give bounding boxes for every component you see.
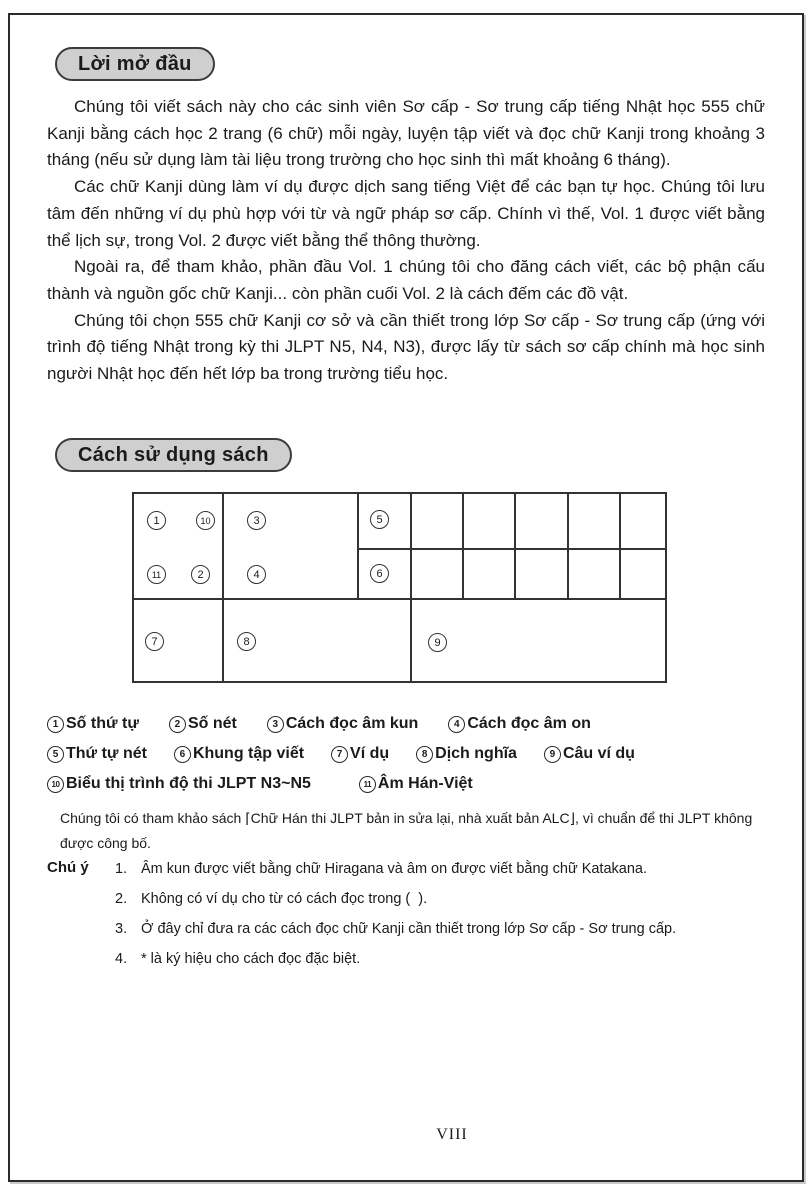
legend-row-1 bbox=[47, 709, 767, 739]
grid-line bbox=[357, 548, 665, 550]
circled-number-icon: 6 bbox=[174, 746, 191, 763]
legend-label: Thứ tự nét bbox=[66, 745, 147, 762]
legend-item bbox=[47, 775, 311, 793]
diagram-legend bbox=[47, 709, 767, 799]
circled-number-icon: 7 bbox=[331, 746, 348, 763]
grid-line bbox=[410, 494, 412, 681]
legend-label: Số thứ tự bbox=[66, 715, 139, 732]
diagram-marker-6: 6 bbox=[370, 564, 389, 583]
diagram-marker-1: 1 bbox=[147, 511, 166, 530]
legend-label: Số nét bbox=[187, 715, 237, 732]
diagram-marker-7: 7 bbox=[145, 632, 164, 651]
circled-number-icon: 1 bbox=[47, 716, 64, 733]
grid-line bbox=[357, 494, 359, 598]
circled-number-icon: 10 bbox=[47, 776, 64, 793]
grid-line bbox=[619, 494, 621, 598]
preface-paragraph-4: Chúng tôi chọn 555 chữ Kanji cơ sở và cần thiết trong lớp Sơ cấp - Sơ trung cấp (ứng với trình độ tiếng Nhật trong kỳ thi JLPT N5, N4, N3), được lấy từ sách sơ cấp chính mà học sinh người Nhật học đến hết lớp ba trong trường tiểu học. bbox=[47, 310, 765, 384]
diagram-marker-8: 8 bbox=[237, 632, 256, 651]
legend-item bbox=[47, 745, 147, 763]
diagram-marker-2: 2 bbox=[191, 565, 210, 584]
diagram-marker-10: 10 bbox=[196, 511, 215, 530]
note-item bbox=[115, 919, 765, 940]
preface-paragraph-2: Các chữ Kanji dùng làm ví dụ được dịch sang tiếng Việt để các bạn tự học. Chúng tôi lưu tâm đến những ví dụ phù hợp với từ và ngữ pháp sơ cấp. Chính vì thế, Vol. 1 được viết bằng thể lịch sự, trong Vol. 2 được viết bằng thể thông thường. bbox=[47, 177, 765, 250]
note-item bbox=[115, 889, 765, 910]
diagram-marker-4: 4 bbox=[247, 565, 266, 584]
note-item bbox=[115, 859, 765, 880]
preface-paragraph-3: Ngoài ra, để tham khảo, phần đầu Vol. 1 chúng tôi cho đăng cách viết, các bộ phận cấu thành và nguồn gốc chữ Kanji... còn phần cuối Vol. 2 là cách đếm các đồ vật. bbox=[47, 257, 765, 303]
note-number: 4. bbox=[115, 951, 128, 967]
legend-item bbox=[448, 715, 591, 733]
legend-label: Cách đọc âm kun bbox=[285, 715, 419, 732]
circled-number-icon: 5 bbox=[47, 746, 64, 763]
legend-item bbox=[169, 715, 237, 733]
diagram-marker-11: 11 bbox=[147, 565, 166, 584]
legend-item bbox=[544, 745, 635, 763]
diagram-marker-9: 9 bbox=[428, 633, 447, 652]
notes-label: Chú ý bbox=[47, 859, 89, 876]
grid-line bbox=[134, 598, 665, 600]
circled-number-icon: 8 bbox=[416, 746, 433, 763]
grid-line bbox=[514, 494, 516, 598]
diagram-marker-5: 5 bbox=[370, 510, 389, 529]
legend-label: Biểu thị trình độ thi JLPT N3~N5 bbox=[66, 775, 311, 792]
preface-body bbox=[47, 94, 765, 388]
note-number: 3. bbox=[115, 921, 128, 937]
usage-heading: Cách sử dụng sách bbox=[55, 438, 292, 472]
legend-row-3 bbox=[47, 769, 767, 799]
legend-item bbox=[359, 775, 473, 793]
note-text: Âm kun được viết bằng chữ Hiragana và âm on được viết bằng chữ Katakana. bbox=[141, 861, 647, 877]
page-number: VIII bbox=[436, 1126, 468, 1143]
legend-item bbox=[47, 715, 139, 733]
legend-item bbox=[267, 715, 418, 733]
circled-number-icon: 9 bbox=[544, 746, 561, 763]
grid-line bbox=[462, 494, 464, 598]
note-text: Ở đây chỉ đưa ra các cách đọc chữ Kanji cần thiết trong lớp Sơ cấp - Sơ trung cấp. bbox=[141, 921, 677, 937]
grid-line bbox=[567, 494, 569, 598]
note-number: 2. bbox=[115, 891, 128, 907]
circled-number-icon: 4 bbox=[448, 716, 465, 733]
legend-label: Dịch nghĩa bbox=[435, 745, 517, 762]
grid-line bbox=[222, 494, 224, 681]
preface-heading: Lời mở đầu bbox=[55, 47, 215, 81]
preface-paragraph-1: Chúng tôi viết sách này cho các sinh viên Sơ cấp - Sơ trung cấp tiếng Nhật học 555 chữ Kanji bằng cách học 2 trang (6 chữ) mỗi ngày, luyện tập viết và đọc chữ Kanji trong khoảng 3 tháng (nếu sử dụng làm tài liệu trong trường cho học sinh thì mất khoảng 6 tháng). bbox=[47, 97, 765, 170]
legend-row-2 bbox=[47, 739, 767, 769]
note-text: * là ký hiệu cho cách đọc đặc biệt. bbox=[141, 951, 361, 967]
legend-item bbox=[416, 745, 517, 763]
legend-label: Âm Hán-Việt bbox=[377, 775, 473, 792]
note-text: Không có ví dụ cho từ có cách đọc trong ( ). bbox=[141, 891, 428, 907]
note-item bbox=[115, 949, 765, 970]
circled-number-icon: 11 bbox=[359, 776, 376, 793]
diagram-marker-3: 3 bbox=[247, 511, 266, 530]
legend-label: Câu ví dụ bbox=[562, 745, 635, 762]
legend-label: Ví dụ bbox=[350, 745, 390, 762]
reference-note: Chúng tôi có tham khảo sách ⌈Chữ Hán thi JLPT bản in sửa lại, nhà xuất bản ALC⌋, vì chuẩn để thi JLPT không được công bố. bbox=[60, 810, 753, 851]
legend-label: Cách đọc âm on bbox=[467, 715, 591, 732]
circled-number-icon: 2 bbox=[169, 716, 186, 733]
note-number: 1. bbox=[115, 861, 128, 877]
legend-item bbox=[174, 745, 304, 763]
circled-number-icon: 3 bbox=[267, 716, 284, 733]
legend-label: Khung tập viết bbox=[192, 745, 305, 762]
notes-block bbox=[47, 859, 765, 979]
legend-item bbox=[331, 745, 389, 763]
page-layout-diagram bbox=[132, 492, 667, 683]
